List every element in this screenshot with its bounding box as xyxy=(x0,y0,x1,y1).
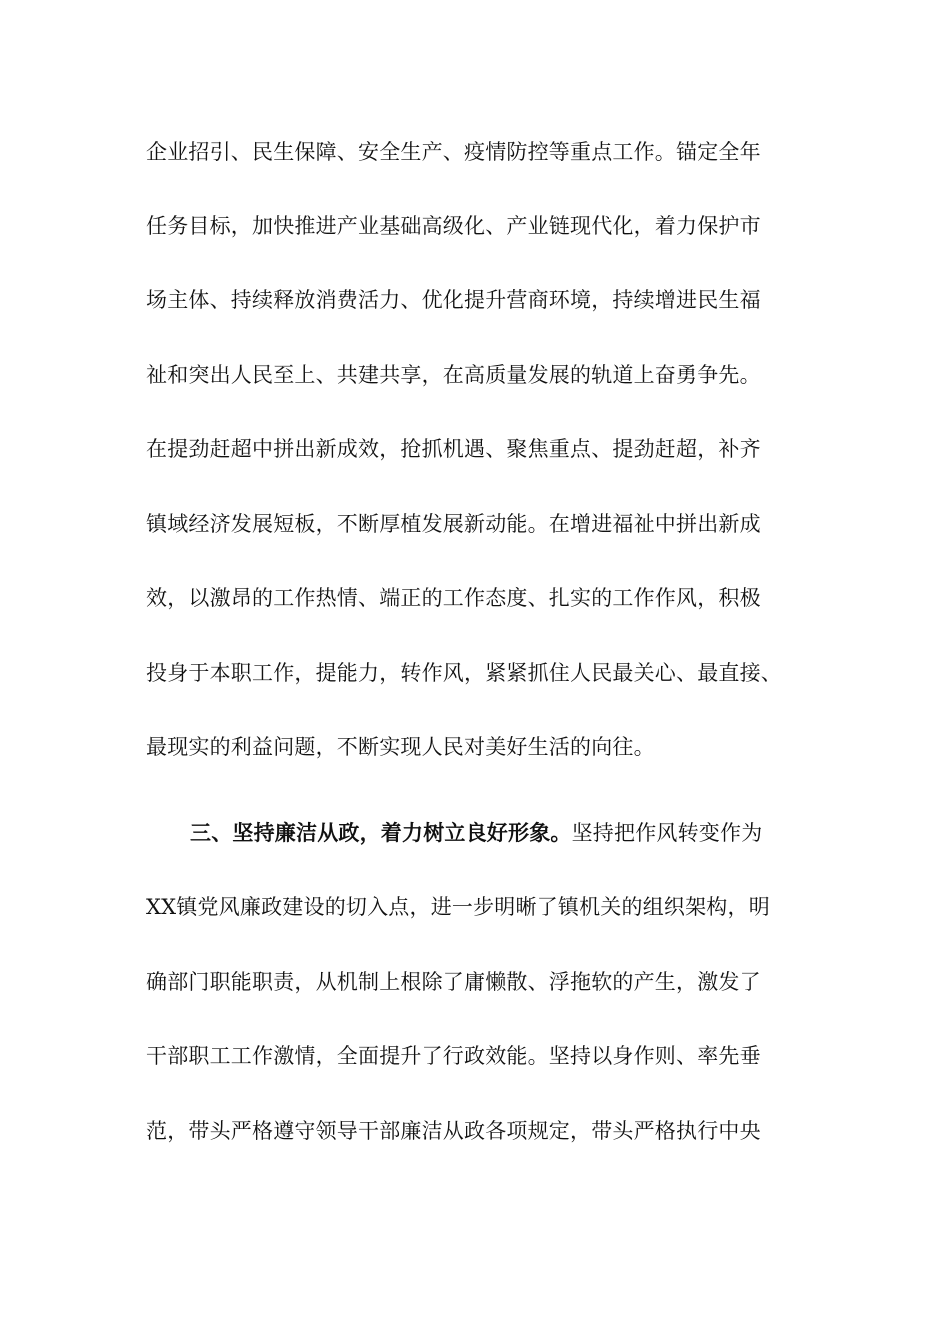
section-heading-continuation: 坚持把作风转变作为 xyxy=(571,821,763,845)
paragraph-line: 效，以激昂的工作热情、端正的工作态度、扎实的工作作风，积极 xyxy=(146,586,761,610)
paragraph-line: 祉和突出人民至上、共建共享，在高质量发展的轨道上奋勇争先。 xyxy=(146,363,761,387)
paragraph-line: 确部门职能职责，从机制上根除了庸懒散、浮拖软的产生，激发了 xyxy=(146,970,761,994)
paragraph-line: 在提劲赶超中拼出新成效，抢抓机遇、聚焦重点、提劲赶超，补齐 xyxy=(146,437,761,461)
paragraph-line: 投身于本职工作，提能力，转作风，紧紧抓住人民最关心、最直接、 xyxy=(146,661,782,685)
paragraph-line: 镇域经济发展短板，不断厚植发展新动能。在增进福祉中拼出新成 xyxy=(146,512,761,536)
paragraph-line: 企业招引、民生保障、安全生产、疫情防控等重点工作。锚定全年 xyxy=(146,140,761,164)
section-heading: 三、坚持廉洁从政，着力树立良好形象。 xyxy=(190,820,572,845)
paragraph-line: XX镇党风廉政建设的切入点，进一步明晰了镇机关的组织架构，明 xyxy=(146,895,770,919)
paragraph-line: 干部职工工作激情，全面提升了行政效能。坚持以身作则、率先垂 xyxy=(146,1044,761,1068)
section-heading-line xyxy=(190,813,860,853)
paragraph-line: 任务目标，加快推进产业基础高级化、产业链现代化，着力保护市 xyxy=(146,214,761,238)
paragraph-line: 最现实的利益问题，不断实现人民对美好生活的向往。 xyxy=(146,735,655,759)
paragraph-line: 场主体、持续释放消费活力、优化提升营商环境，持续增进民生福 xyxy=(146,288,761,312)
paragraph-line: 范，带头严格遵守领导干部廉洁从政各项规定，带头严格执行中央 xyxy=(146,1119,761,1143)
